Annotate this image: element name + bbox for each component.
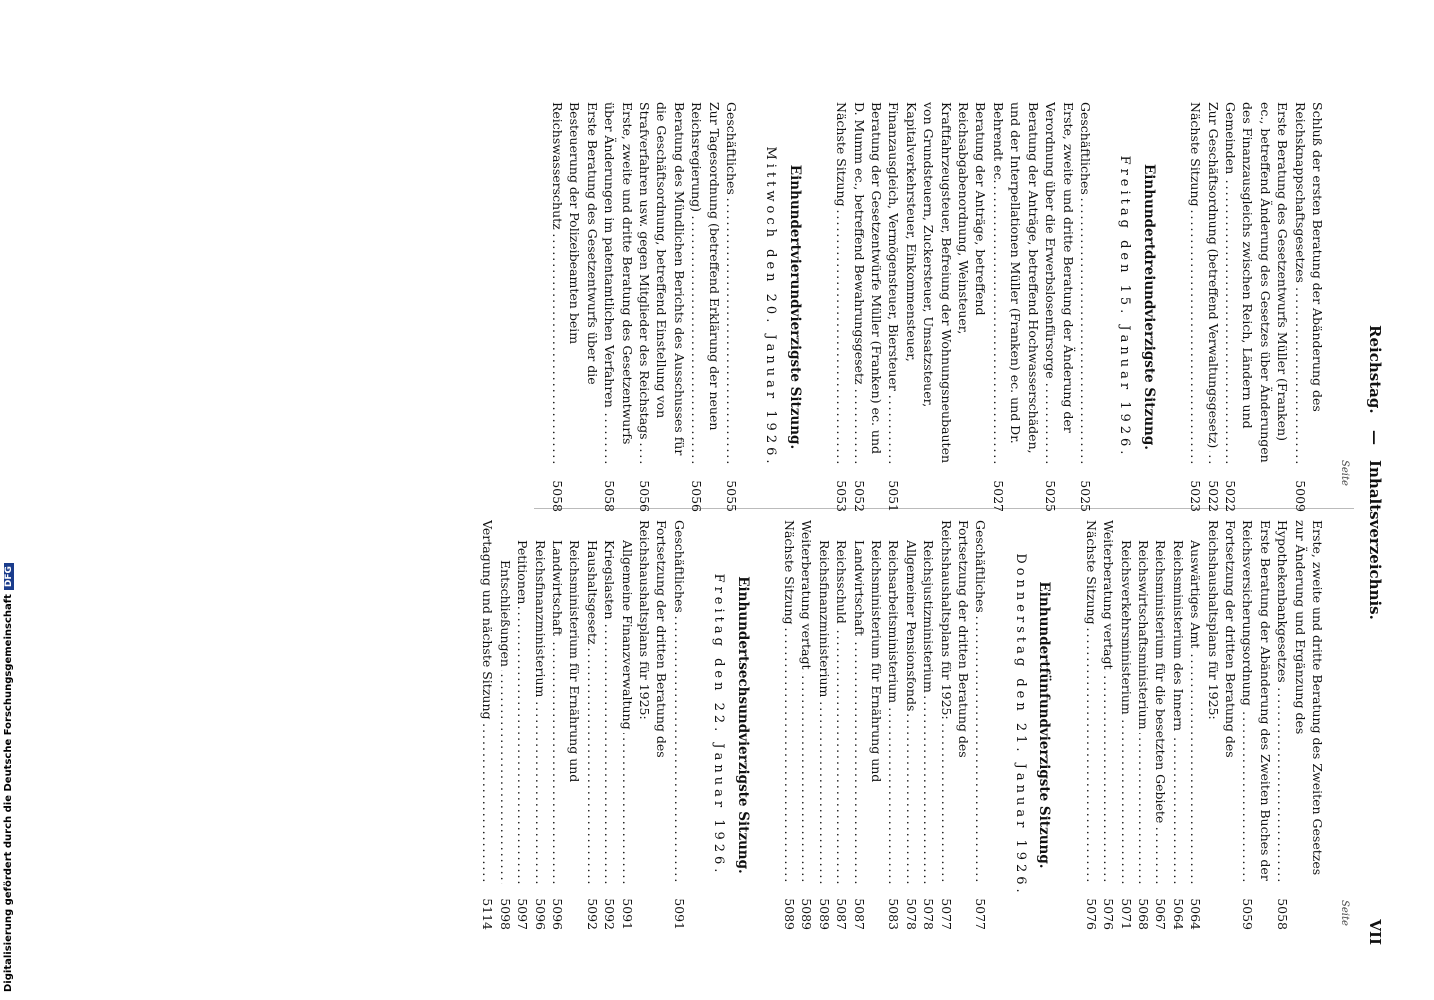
toc-entry: [688, 102, 723, 512]
toc-entry: [479, 520, 496, 930]
toc-entry-page: 5092: [602, 898, 618, 930]
toc-entry-page: 5092: [584, 898, 600, 930]
toc-entry-page: 5058: [1275, 898, 1291, 930]
toc-entry-text: Beratung der Gesetzentwürfe Müller (Franken) ec. und D. Mumm ec., betreffend Bewahrungsgesetz: [851, 102, 885, 454]
toc-entry-text: Reichsministerium für die besetzten Gebiete: [1153, 540, 1168, 826]
toc-entry-text: Beratung des Mündlichen Berichts des Ausschusses für die Geschäftsordnung, betreffend Einstellung von Strafverfahren usw. gegen Mitglieder des Reichstags: [637, 102, 687, 456]
toc-entry-text: Nächste Sitzung: [782, 520, 797, 628]
seite-label-left: Seite: [1339, 460, 1350, 486]
toc-entry-text: Weiterberatung vertagt: [799, 520, 814, 672]
toc-entry-page: 5052: [851, 480, 867, 512]
toc-entry-page: 5089: [816, 898, 832, 930]
toc-entry-text: Reichsfinanzministerium: [817, 540, 832, 700]
header-title: Inhaltsverzeichnis.: [1366, 460, 1384, 620]
toc-entry-page: 5067: [1153, 898, 1169, 930]
toc-entry-page: 5056: [689, 480, 705, 512]
right-column: [479, 520, 1326, 930]
toc-entry-text: Erste Beratung des Gesetzentwurfs Müller (Franken) ec., betreffend Änderung des Gesetzes über Änderungen des Finanzausgleichs zwischen Reich, Ländern und Gemeinden: [1222, 102, 1291, 463]
toc-entry-page: 5096: [532, 898, 548, 930]
toc-entry-text: Fortsetzung der dritten Beratung des Reichshaushaltsplans für 1925:: [637, 520, 670, 758]
toc-entry: [1152, 520, 1169, 930]
toc-entry-text: Fortsetzung der dritten Beratung des Reichshaushaltsplans für 1925:: [1205, 520, 1238, 758]
toc-entry: [1222, 102, 1292, 512]
toc-entry: [1100, 520, 1117, 930]
session-heading: Einhundertfünfundvierzigste Sitzung.: [1036, 581, 1053, 869]
left-column: [549, 102, 1326, 512]
toc-entry: [885, 520, 902, 930]
toc-entry-text: Allgemeine Finanzverwaltung: [620, 540, 635, 733]
toc-entry-page: 5076: [1101, 898, 1117, 930]
toc-entry-page: 5089: [799, 898, 815, 930]
session-heading: Einhundertdreiundvierzigste Sitzung.: [1140, 164, 1157, 450]
toc-entry: [601, 520, 618, 930]
toc-entry-text: Erste, zweite und dritte Beratung des Gesetzentwurfs über Änderungen im patentamtlichen Verfahren: [602, 102, 635, 445]
toc-entry: [601, 102, 636, 512]
session-date: Freitag den 15. Januar 1926.: [1117, 155, 1133, 459]
toc-entry-text: Petitionen: [515, 540, 530, 607]
toc-entry-page: 5025: [1077, 480, 1093, 512]
toc-entry-page: 5058: [602, 480, 618, 512]
toc-entry: [618, 520, 635, 930]
toc-entry-page: 5083: [886, 898, 902, 930]
toc-entry-page: 5022: [1205, 480, 1221, 512]
toc-entry-text: Vertagung und nächste Sitzung: [480, 520, 495, 723]
toc-entry: [833, 520, 850, 930]
toc-entry-page: 5078: [903, 898, 919, 930]
toc-entry-text: Reichsjustizministerium: [921, 540, 936, 696]
toc-entry-text: Zur Tagesordnung (betreffend Erklärung der neuen Reichsregierung): [689, 102, 722, 431]
toc-entry-text: Geschäftliches: [724, 102, 739, 198]
toc-entry: [636, 102, 688, 512]
toc-entry-text: Reichsverkehrsministerium: [1119, 540, 1134, 718]
toc-entry: [990, 102, 1042, 512]
toc-entry-text: Entschließungen: [498, 560, 513, 670]
toc-entry-page: 5059: [1240, 898, 1256, 930]
toc-entry: [937, 520, 972, 930]
digitization-footer: [3, 563, 14, 992]
toc-entry-page: 5023: [1188, 480, 1204, 512]
toc-entry-page: 5087: [834, 898, 850, 930]
dfg-logo: DFG: [4, 563, 14, 590]
toc-entry-page: 5022: [1222, 480, 1238, 512]
toc-entry-text: Erste, zweite und dritte Beratung des Zweiten Gesetzes zur Änderung und Ergänzung des Hypothekenbankgesetzes: [1275, 520, 1325, 876]
toc-entry-page: 5077: [938, 898, 954, 930]
session-date: Donnerstag den 21. Januar 1926.: [1012, 553, 1028, 897]
session-date: Freitag den 22. Januar 1926.: [711, 573, 727, 877]
toc-entry-page: 5091: [619, 898, 635, 930]
toc-entry: [1135, 520, 1152, 930]
header-left: Reichstag.: [1366, 325, 1384, 414]
toc-entry: [798, 520, 815, 930]
toc-entry-page: 5087: [851, 898, 867, 930]
toc-entry: [972, 520, 989, 930]
toc-entry-text: Reichsfinanzministerium: [533, 540, 548, 700]
toc-entry-page: 5027: [990, 480, 1006, 512]
toc-entry: [1187, 102, 1204, 512]
toc-entry-text: Geschäftliches: [672, 520, 687, 616]
toc-entry-text: Zur Geschäftsordnung (betreffend Verwaltungsgesetz): [1206, 102, 1221, 451]
header-dash: —: [1366, 430, 1384, 445]
toc-entry-text: Reichsarbeitsministerium: [886, 540, 901, 706]
toc-entry-page: 5064: [1188, 898, 1204, 930]
toc-entry-text: Reichsministerium des Innern: [1171, 540, 1186, 734]
toc-entry-text: Nächste Sitzung: [1084, 520, 1099, 628]
toc-entry: [583, 520, 600, 930]
session-date: Mittwoch den 20. Januar 1926.: [763, 146, 779, 468]
session-heading: Einhundertvierundvierzigste Sitzung.: [786, 164, 803, 450]
toc-entry: [1291, 102, 1326, 512]
toc-entry-page: 5055: [724, 480, 740, 512]
toc-entry-text: Reichswirtschaftsministerium: [1136, 540, 1151, 733]
toc-entry-text: Weiterberatung vertagt: [1101, 520, 1116, 672]
toc-entry-page: 5025: [1043, 480, 1059, 512]
footer-text: Digitalisierung gefördert durch die Deutsche Forschungsgemeinschaft: [3, 594, 14, 992]
toc-entry-page: 5097: [515, 898, 531, 930]
toc-entry-text: Allgemeiner Pensionsfonds: [904, 540, 919, 714]
toc-entry: [920, 520, 937, 930]
toc-entry: [549, 520, 584, 930]
toc-entry-text: Reichsschuld: [834, 540, 849, 627]
toc-entry-page: 5096: [549, 898, 565, 930]
toc-entry: [636, 520, 671, 930]
toc-entry-text: Beratung der Anträge, betreffend Reichsabgabenordnung, Weinsteuer, Kraftfahrzeugsteuer, Befreiung der Wohnungsneubauten von Grundsteuern, Zuckersteuer, Umsatzsteuer, Kapitalverkehrsteuer, Einkommensteuer, Finanzausgleich, Vermögensteuer, Biersteuer: [886, 102, 989, 464]
toc-entry-text: Auswärtiges Amt: [1188, 540, 1203, 651]
toc-entry-text: Beratung der Anträge, betreffend Hochwasserschäden, und der Interpellationen Müller (Franken) ec. und Dr. Behrendt ec.: [990, 102, 1041, 454]
session-heading: Einhundertsechsundvierzigste Sitzung.: [734, 576, 751, 874]
toc-entry-text: Reichsministerium für Ernährung und Landwirtschaft: [851, 540, 885, 783]
running-header: [1360, 85, 1384, 945]
toc-entry-text: Erste Beratung der Abänderung des Zweiten Buches der Reichsversicherungsordnung: [1240, 520, 1273, 881]
toc-entry: [885, 102, 989, 512]
toc-entry-page: 5077: [973, 898, 989, 930]
toc-entry: [850, 102, 885, 512]
toc-entry: [1169, 520, 1186, 930]
toc-entry: [781, 520, 798, 930]
toc-entry-text: Erste, zweite und dritte Beratung der Änderung der Verordnung über die Erwerbslosenfürsorge: [1043, 102, 1076, 433]
toc-entry-text: Haushaltsgesetz: [585, 540, 600, 648]
toc-entry-page: 5053: [834, 480, 850, 512]
toc-entry: [1204, 520, 1239, 930]
toc-entry-page: 5114: [480, 898, 496, 930]
toc-entry: [723, 102, 740, 512]
toc-entry-page: 5056: [637, 480, 652, 512]
toc-entry: [670, 520, 687, 930]
toc-entry-page: 5051: [886, 480, 902, 512]
toc-entry: [549, 102, 601, 512]
toc-entry-page: 5064: [1170, 898, 1186, 930]
toc-entry: [531, 520, 548, 930]
toc-entry-text: Schluß der ersten Beratung der Abänderung des Reichsknappschaftsgesetzes: [1292, 102, 1325, 412]
toc-entry-page: 5091: [671, 898, 687, 930]
toc-entry-text: Geschäftliches: [974, 520, 989, 616]
toc-entry-page: 5009: [1292, 480, 1308, 512]
toc-entry: [850, 520, 885, 930]
toc-entry: [1274, 520, 1326, 930]
toc-entry-text: Geschäftliches: [1078, 102, 1093, 198]
toc-entry-page: 5068: [1135, 898, 1151, 930]
toc-entry-text: Nächste Sitzung: [834, 102, 849, 210]
toc-entry-page: 5089: [782, 898, 798, 930]
toc-entry: [1204, 102, 1221, 512]
toc-entry-page: 5098: [497, 898, 513, 930]
toc-entry-page: 5076: [1083, 898, 1099, 930]
toc-entry: [1239, 520, 1274, 930]
toc-entry: [815, 520, 832, 930]
seite-label-right: Seite: [1339, 900, 1350, 926]
toc-entry: [514, 520, 531, 930]
toc-entry-text: Nächste Sitzung: [1188, 102, 1203, 210]
toc-entry-text: Fortsetzung der dritten Beratung des Reichshaushaltsplans für 1925:: [938, 520, 972, 758]
toc-entry: [1082, 520, 1099, 930]
toc-entry-page: 5071: [1118, 898, 1134, 930]
toc-entry: [1117, 520, 1134, 930]
toc-entry: [1187, 520, 1204, 930]
toc-entry-text: Erste Beratung des Gesetzentwurfs über die Besteuerung der Polizeibeamten beim Reichswasserschutz: [549, 102, 600, 385]
toc-entry: [833, 102, 850, 512]
toc-entry: [1077, 102, 1094, 512]
toc-entry-text: Reichsministerium für Ernährung und Landwirtschaft: [549, 540, 583, 783]
toc-entry-page: 5058: [549, 480, 565, 512]
toc-entry: [902, 520, 919, 930]
toc-entry-page: 5078: [921, 898, 937, 930]
toc-entry: [1042, 102, 1077, 512]
toc-entry: [496, 520, 513, 930]
page-number: VII: [1366, 919, 1384, 945]
toc-entry-text: Kriegslasten: [602, 540, 617, 622]
